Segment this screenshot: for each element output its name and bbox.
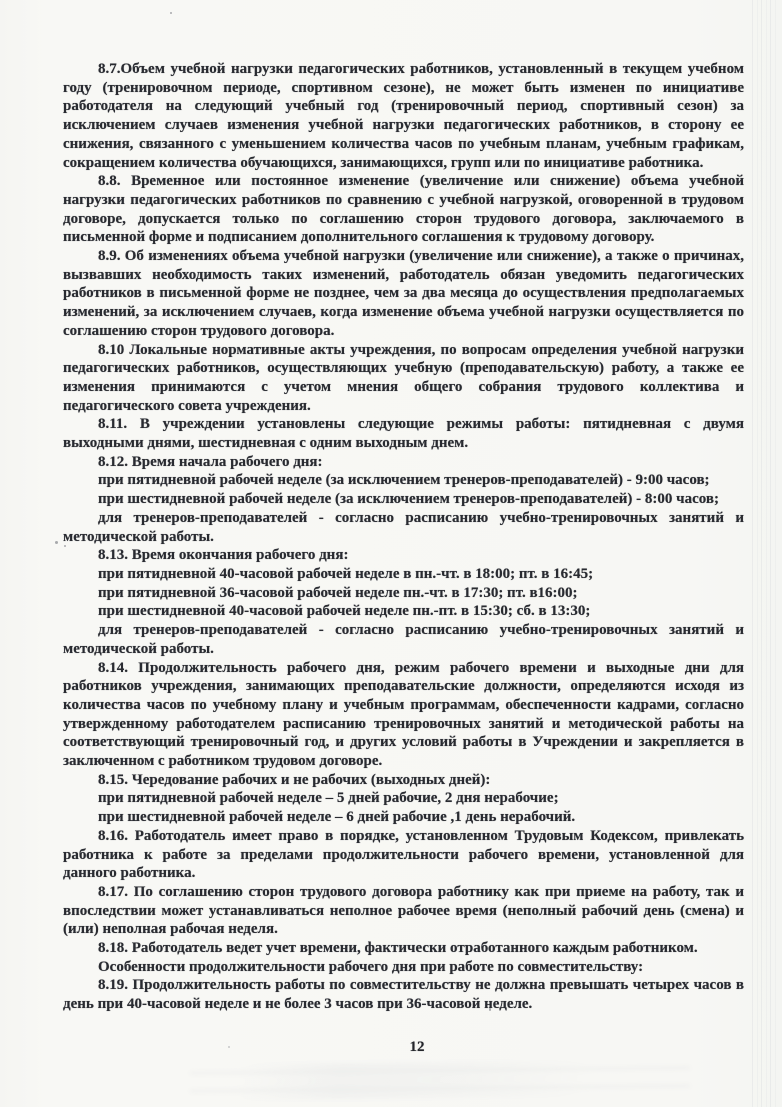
paragraph-8-13-40h-five-day: при пятидневной 40-часовой рабочей неделе в пн.-чт. в 18:00; пт. в 16:45; bbox=[98, 565, 594, 582]
paragraph-8-13: 8.13. Время окончания рабочего дня: bbox=[98, 547, 349, 564]
paragraph-8-13-40h-six-day: при шестидневной 40-часовой рабочей неделе пн.-пт. в 15:30; сб. в 13:30; bbox=[98, 603, 591, 620]
paragraph-8-8: 8.8. Временное или постоянное изменение (увеличение или снижение) объема учебной нагрузки педагогических работников по сравнению с учебной нагрузкой, оговоренной в трудовом договоре, допускается только по соглашению сторон трудового договора, заключаемого в письменной форме и подписанием дополнительного соглашения к трудовому договору. bbox=[63, 173, 744, 246]
paragraph-8-13-36h-five-day: при пятидневной 36-часовой рабочей неделе пн.-чт. в 17:30; пт. в16:00; bbox=[98, 584, 578, 601]
paragraph-8-15: 8.15. Чередование рабочих и не рабочих (выходных дней): bbox=[98, 771, 491, 788]
page-number: 12 bbox=[409, 1039, 425, 1055]
paragraph-8-12-six-day: при шестидневной рабочей неделе (за исключением тренеров-преподавателей) - 8:00 часов; bbox=[98, 491, 719, 508]
paragraph-8-18: 8.18. Работодатель ведет учет времени, фактически отработанного каждым работником. bbox=[98, 940, 698, 957]
scan-speck bbox=[228, 1046, 230, 1048]
paragraph-8-15-six-day: при шестидневной рабочей неделе – 6 дней рабочие ,1 день нерабочий. bbox=[98, 809, 576, 826]
paragraph-8-12: 8.12. Время начала рабочего дня: bbox=[98, 453, 323, 470]
paragraph-8-12-five-day: при пятидневной рабочей неделе (за исключением тренеров-преподавателей) - 9:00 часов; bbox=[98, 472, 710, 489]
paragraph-8-12-trainers: для тренеров-преподавателей - согласно расписанию учебно-тренировочных занятий и методической работы. bbox=[63, 509, 744, 545]
paragraph-8-14: 8.14. Продолжительность рабочего дня, режим рабочего времени и выходные дни для работников учреждения, занимающих преподавательские должности, определяются исходя из количества часов по учебному плану и учебным программам, обеспеченности кадрами, согласно утвержденному работодателем расписанию тренировочных занятий и методической работы на соответствующий тренировочный год, и других условий работы в Учреждении и закрепляется в заключенном с работником трудовом договоре. bbox=[63, 659, 744, 770]
scan-speck bbox=[55, 541, 58, 544]
paragraph-8-18-note: Особенности продолжительности рабочего дня при работе по совместительству: bbox=[98, 958, 644, 975]
paragraph-8-19: 8.19. Продолжительность работы по совместительству не должна превышать четырех часов в день при 40-часовой неделе и не более 3 часов при 36-часовой неделе. bbox=[63, 977, 744, 1013]
scan-speck bbox=[170, 12, 172, 14]
paragraph-8-11: 8.11. В учреждении установлены следующие режимы работы: пятидневная с двумя выходными днями, шестидневная с одним выходным днем. bbox=[63, 416, 744, 452]
paragraph-8-7: 8.7.Объем учебной нагрузки педагогических работников, установленный в текущем учебном году (тренировочном периоде, спортивном сезоне), не может быть изменен по инициативе работодателя на следующий учебный год (тренировочный период, спортивный сезон) за исключением случаев изменения учебной нагрузки педагогических работников, в сторону ее снижения, связанного с уменьшением количества часов по учебным планам, учебным графикам, сокращением количества обучающихся, занимающихся, групп или по инициативе работника. bbox=[63, 61, 744, 171]
paragraph-8-13-trainers: для тренеров-преподавателей - согласно расписанию учебно-тренировочных занятий и методической работы. bbox=[63, 622, 744, 657]
paragraph-8-16: 8.16. Работодатель имеет право в порядке, установленном Трудовым Кодексом, привлекать работника к работе за пределами продолжительности рабочего времени, установленной для данного работника. bbox=[63, 827, 744, 882]
document-body bbox=[63, 60, 744, 1014]
ink-bleed-through bbox=[190, 1059, 690, 1100]
paragraph-8-9: 8.9. Об изменениях объема учебной нагрузки (увеличение или снижение), а также о причинах, вызвавших необходимость таких изменений, работодатель обязан уведомить педагогических работников в письменной форме не позднее, чем за два месяца до осуществления предполагаемых изменений, за исключением случаев, когда изменение объема учебной нагрузки осуществляется по соглашению сторон трудового договора. bbox=[63, 248, 744, 339]
paragraph-8-10: 8.10 Локальные нормативные акты учреждения, по вопросам определения учебной нагрузки педагогических работников, осуществляющих учебную (преподавательскую) работу, а также ее изменения принимаются с учетом мнения общего собрания трудового коллектива и педагогического совета учреждения. bbox=[63, 341, 744, 414]
scan-edge-streaks bbox=[752, 0, 776, 1107]
paragraph-8-15-five-day: при пятидневной рабочей неделе – 5 дней рабочие, 2 дня нерабочие; bbox=[98, 790, 559, 807]
paragraph-8-17: 8.17. По соглашению сторон трудового договора работнику как при приеме на работу, так и впоследствии может устанавливаться неполное рабочее время (неполный рабочий день (смена) и (или) неполная рабочая неделя. bbox=[63, 883, 744, 938]
